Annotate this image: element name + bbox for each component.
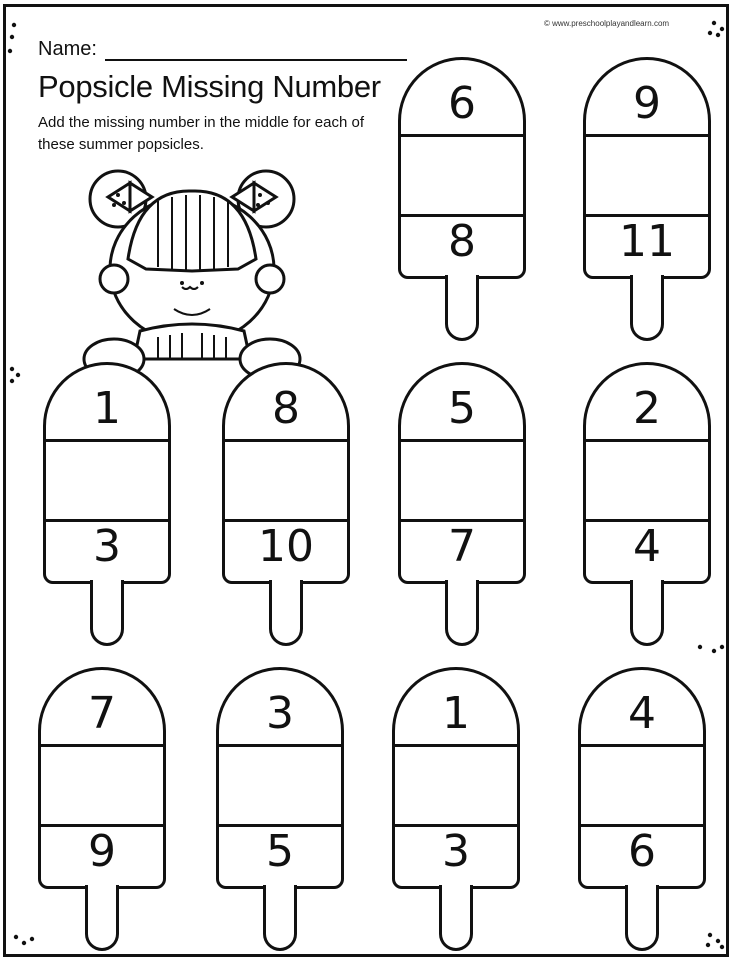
popsicle-top-number: 1 — [93, 383, 121, 434]
popsicle-bottom-number: 9 — [88, 826, 116, 877]
popsicle-top-number: 6 — [448, 78, 476, 129]
popsicle-top-number: 1 — [442, 688, 470, 739]
popsicle-bottom-number: 6 — [628, 826, 656, 877]
popsicle-top-number: 5 — [448, 383, 476, 434]
popsicle-bottom-number: 4 — [633, 521, 661, 572]
worksheet-title: Popsicle Missing Number — [38, 69, 381, 104]
popsicle-top-number: 4 — [628, 688, 656, 739]
worksheet — [3, 4, 729, 957]
name-label: Name: — [38, 38, 97, 60]
instructions-text: Add the missing number in the middle for each of these summer popsicles. — [38, 114, 365, 153]
copyright-text: © www.preschoolplayandlearn.com — [544, 19, 670, 28]
popsicle-top-number: 7 — [88, 688, 116, 739]
decorative-dots — [6, 7, 726, 954]
popsicle-bottom-number: 3 — [442, 826, 470, 877]
popsicle-bottom-number: 8 — [448, 216, 476, 267]
popsicle-bottom-number: 11 — [619, 216, 675, 267]
popsicle-top-number: 3 — [266, 688, 294, 739]
popsicle-bottom-number: 5 — [266, 826, 294, 877]
popsicle-top-number: 8 — [272, 383, 300, 434]
popsicle-top-number: 9 — [633, 78, 661, 129]
popsicle-bottom-number: 7 — [448, 521, 476, 572]
popsicle-top-number: 2 — [633, 383, 661, 434]
popsicle-bottom-number: 3 — [93, 521, 121, 572]
popsicle-bottom-number: 10 — [258, 521, 314, 572]
